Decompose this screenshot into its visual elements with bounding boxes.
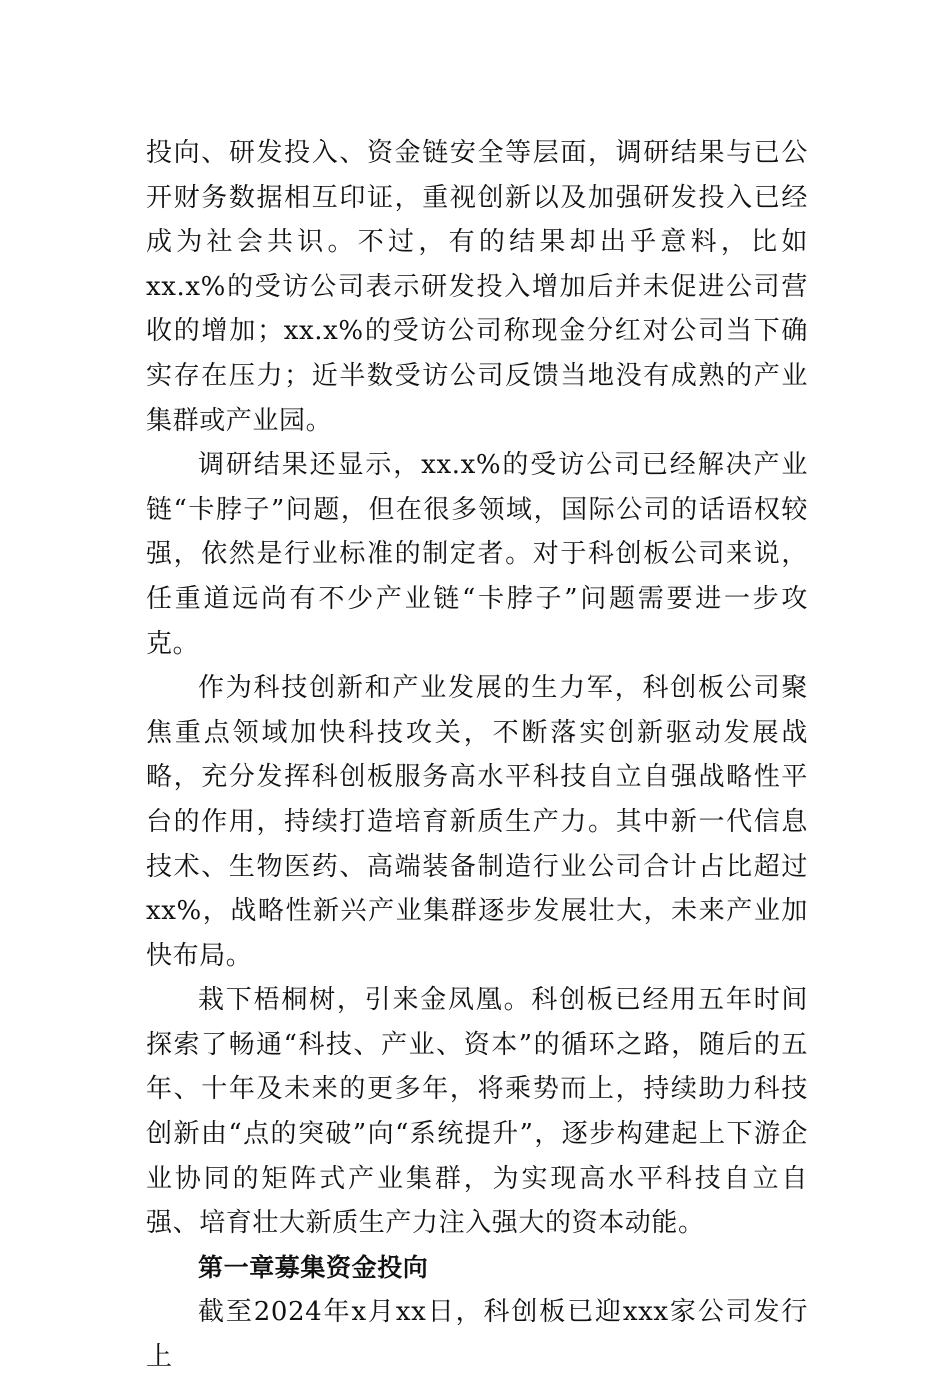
document-page: [146, 131, 808, 1380]
body-paragraph: 调研结果还显示，xx.x%的受访公司已经解决产业链“卡脖子”问题，但在很多领域，国际公司的话语权较强，依然是行业标准的制定者。对于科创板公司来说，任重道远尚有不少产业链“卡脖子”问题需要进一步攻克。: [146, 450, 808, 659]
body-paragraph: 栽下梧桐树，引来金凤凰。科创板已经用五年时间探索了畅通“科技、产业、资本”的循环之路，随后的五年、十年及未来的更多年，将乘势而上，持续助力科技创新由“点的突破”向“系统提升”，逐步构建起上下游企业协同的矩阵式产业集群，为实现高水平科技自立自强、培育壮大新质生产力注入强大的资本动能。: [146, 985, 808, 1239]
body-paragraph: 截至2024年x月xx日，科创板已迎xxx家公司发行上: [146, 1297, 808, 1373]
chapter-heading: 第一章募集资金投向: [198, 1252, 429, 1282]
body-paragraph: 投向、研发投入、资金链安全等层面，调研结果与已公开财务数据相互印证，重视创新以及加强研发投入已经成为社会共识。不过，有的结果却出乎意料，比如xx.x%的受访公司表示研发投入增加后并未促进公司营收的增加；xx.x%的受访公司称现金分红对公司当下确实存在压力；近半数受访公司反馈当地没有成熟的产业集群或产业园。: [146, 138, 808, 436]
body-paragraph: 作为科技创新和产业发展的生力军，科创板公司聚焦重点领域加快科技攻关，不断落实创新驱动发展战略，充分发挥科创板服务高水平科技自立自强战略性平台的作用，持续打造培育新质生产力。其中新一代信息技术、生物医药、高端装备制造行业公司合计占比超过xx%，战略性新兴产业集群逐步发展壮大，未来产业加快布局。: [146, 673, 808, 971]
